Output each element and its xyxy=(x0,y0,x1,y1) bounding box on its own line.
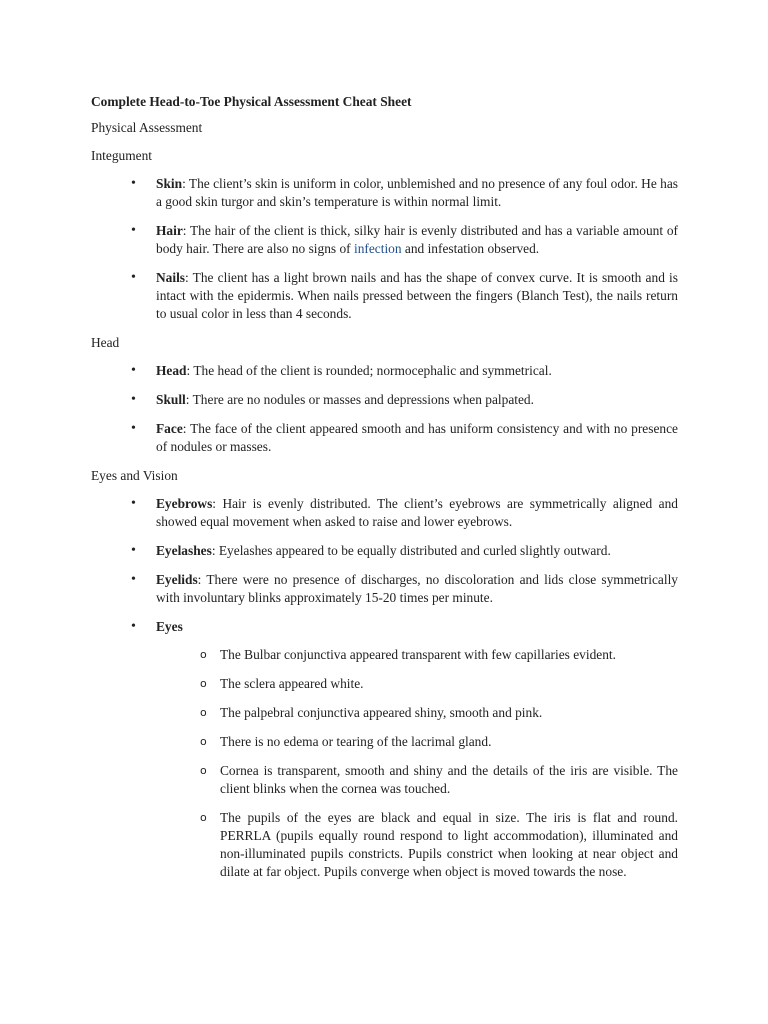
sub-list-item: o There is no edema or tearing of the lacrimal gland. xyxy=(156,733,678,751)
term-head: Head xyxy=(156,363,187,378)
term-nails: Nails xyxy=(156,270,186,285)
list-item-head xyxy=(91,362,678,380)
sub-list-item: o The Bulbar conjunctiva appeared transparent with few capillaries evident. xyxy=(156,646,678,664)
text-eyelids: : There were no presence of discharges, no discoloration and lids close symmetrically with involuntary blinks approximately 15-20 times per minute. xyxy=(156,572,678,605)
eyes-sub-list xyxy=(156,646,678,881)
list-item-nails xyxy=(91,269,678,323)
term-hair: Hair xyxy=(156,223,183,238)
term-eyelids: Eyelids xyxy=(156,572,198,587)
term-eyebrows: Eyebrows xyxy=(156,496,213,511)
text-skull: : There are no nodules or masses and depressions when palpated. xyxy=(185,392,534,407)
section-heading-eyes: Eyes and Vision xyxy=(91,468,178,483)
text-head: : The head of the client is rounded; normocephalic and symmetrical. xyxy=(186,363,552,378)
head-list xyxy=(91,362,678,456)
text-face: : The face of the client appeared smooth and has uniform consistency and with no presence of nodules or masses. xyxy=(156,421,678,454)
section-heading-integument: Integument xyxy=(91,148,152,163)
sub-list-item: o Cornea is transparent, smooth and shiny and the details of the iris are visible. The client blinks when the cornea was touched. xyxy=(156,762,678,798)
term-eyes: Eyes xyxy=(156,619,183,634)
text-nails: : The client has a light brown nails and has the shape of convex curve. It is smooth and is intact with the epidermis. When nails pressed between the fingers (Blanch Test), the nails return to usual color in less than 4 seconds. xyxy=(156,270,678,321)
text-hair-1: : The hair of the client is thick, silky hair is evenly distributed and has a variable amount of body hair. There are also no signs of xyxy=(156,223,678,256)
text-hair-2: and infestation observed. xyxy=(401,241,540,256)
sub-list-item: o The sclera appeared white. xyxy=(156,675,678,693)
list-item-eyes xyxy=(91,618,678,881)
text-skin: : The client’s skin is uniform in color, unblemished and no presence of any foul odor. He has a good skin turgor and skin’s temperature is within normal limit. xyxy=(156,176,678,209)
list-item-hair xyxy=(91,222,678,258)
list-item-skin xyxy=(91,175,678,211)
section-heading-head: Head xyxy=(91,335,120,350)
document-title: Complete Head-to-Toe Physical Assessment Cheat Sheet xyxy=(91,94,412,109)
infection-link[interactable]: infection xyxy=(353,241,402,256)
list-item-eyelids xyxy=(91,571,678,607)
integument-list xyxy=(91,175,678,323)
sub-list-item: o The palpebral conjunctiva appeared shiny, smooth and pink. xyxy=(156,704,678,722)
list-item-eyebrows xyxy=(91,495,678,531)
eyes-list xyxy=(91,495,678,881)
term-eyelashes: Eyelashes xyxy=(156,543,212,558)
list-item-skull xyxy=(91,391,678,409)
term-face: Face xyxy=(156,421,183,436)
term-skull: Skull xyxy=(156,392,186,407)
text-eyebrows: : Hair is evenly distributed. The client’s eyebrows are symmetrically aligned and showed equal movement when asked to raise and lower eyebrows. xyxy=(156,496,678,529)
document-subtitle: Physical Assessment xyxy=(91,120,203,135)
term-skin: Skin xyxy=(156,176,183,191)
list-item-face xyxy=(91,420,678,456)
sub-list-item: o The pupils of the eyes are black and equal in size. The iris is flat and round. PERRLA (pupils equally round respond to light accommodation), illuminated and non-illuminated pupils constricts. Pupils constrict when looking at near object and dilate at far object. Pupils converge when object is moved towards the nose. xyxy=(156,809,678,881)
text-eyelashes: : Eyelashes appeared to be equally distributed and curled slightly outward. xyxy=(211,543,611,558)
list-item-eyelashes xyxy=(91,542,678,560)
